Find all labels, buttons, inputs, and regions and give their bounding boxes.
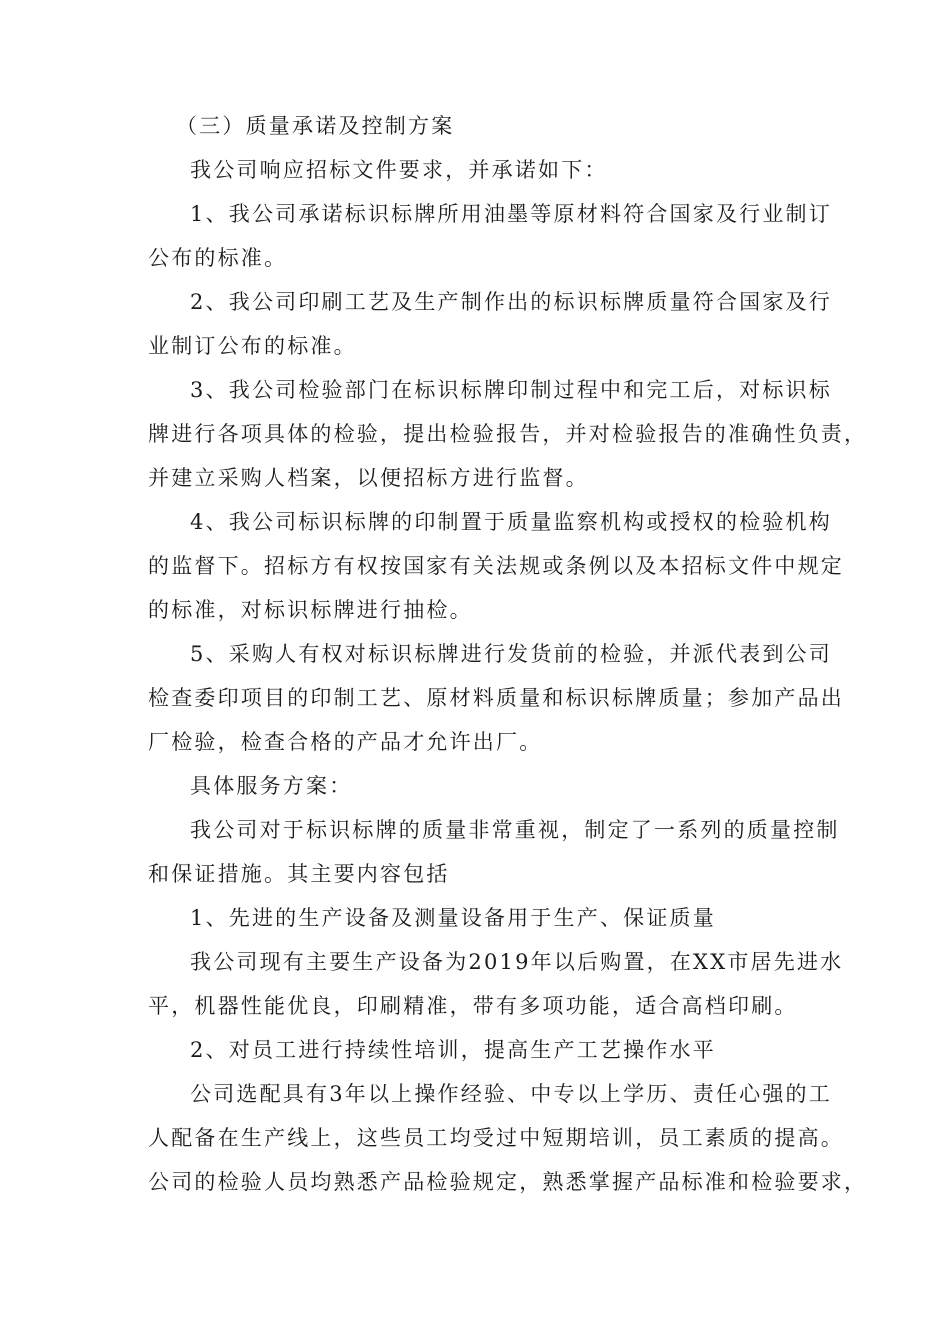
paragraph-line: 公布的标准。 xyxy=(148,246,288,270)
paragraph-line: 我公司对于标识标牌的质量非常重视，制定了一系列的质量控制 xyxy=(190,818,840,842)
paragraph-line: 3、我公司检验部门在标识标牌印制过程中和完工后，对标识标 xyxy=(190,378,832,402)
paragraph-line: 和保证措施。其主要内容包括 xyxy=(148,862,450,886)
paragraph-line: 公司选配具有3年以上操作经验、中专以上学历、责任心强的工 xyxy=(190,1082,832,1106)
paragraph-line: 并建立采购人档案，以便招标方进行监督。 xyxy=(148,466,589,490)
paragraph-line: 厂检验，检查合格的产品才允许出厂。 xyxy=(148,730,543,754)
paragraph-line: 公司的检验人员均熟悉产品检验规定，熟悉掌握产品标准和检验要求， xyxy=(148,1170,868,1194)
paragraph-line: 1、先进的生产设备及测量设备用于生产、保证质量 xyxy=(190,906,716,930)
paragraph-line: 业制订公布的标准。 xyxy=(148,334,357,358)
paragraph-line: 1、我公司承诺标识标牌所用油墨等原材料符合国家及行业制订 xyxy=(190,202,832,226)
paragraph-line: 检查委印项目的印制工艺、原材料质量和标识标牌质量；参加产品出 xyxy=(148,686,844,710)
paragraph-line: 2、我公司印刷工艺及生产制作出的标识标牌质量符合国家及行 xyxy=(190,290,832,314)
section-heading: （三）质量承诺及控制方案 xyxy=(176,114,455,138)
paragraph-line: 具体服务方案： xyxy=(190,774,353,798)
paragraph-line: 平，机器性能优良，印刷精准，带有多项功能，适合高档印刷。 xyxy=(148,994,798,1018)
paragraph-line: 人配备在生产线上，这些员工均受过中短期培训，员工素质的提高。 xyxy=(148,1126,844,1150)
paragraph-line: 4、我公司标识标牌的印制置于质量监察机构或授权的检验机构 xyxy=(190,510,832,534)
paragraph-line: 5、采购人有权对标识标牌进行发货前的检验，并派代表到公司 xyxy=(190,642,832,666)
paragraph-line: 我公司响应招标文件要求，并承诺如下： xyxy=(190,158,608,182)
paragraph-line: 我公司现有主要生产设备为2019年以后购置，在XX市居先进水 xyxy=(190,950,844,974)
paragraph-line: 2、对员工进行持续性培训，提高生产工艺操作水平 xyxy=(190,1038,716,1062)
paragraph-line: 的监督下。招标方有权按国家有关法规或条例以及本招标文件中规定 xyxy=(148,554,844,578)
paragraph-line: 的标准，对标识标牌进行抽检。 xyxy=(148,598,473,622)
paragraph-line: 牌进行各项具体的检验，提出检验报告，并对检验报告的准确性负责， xyxy=(148,422,868,446)
